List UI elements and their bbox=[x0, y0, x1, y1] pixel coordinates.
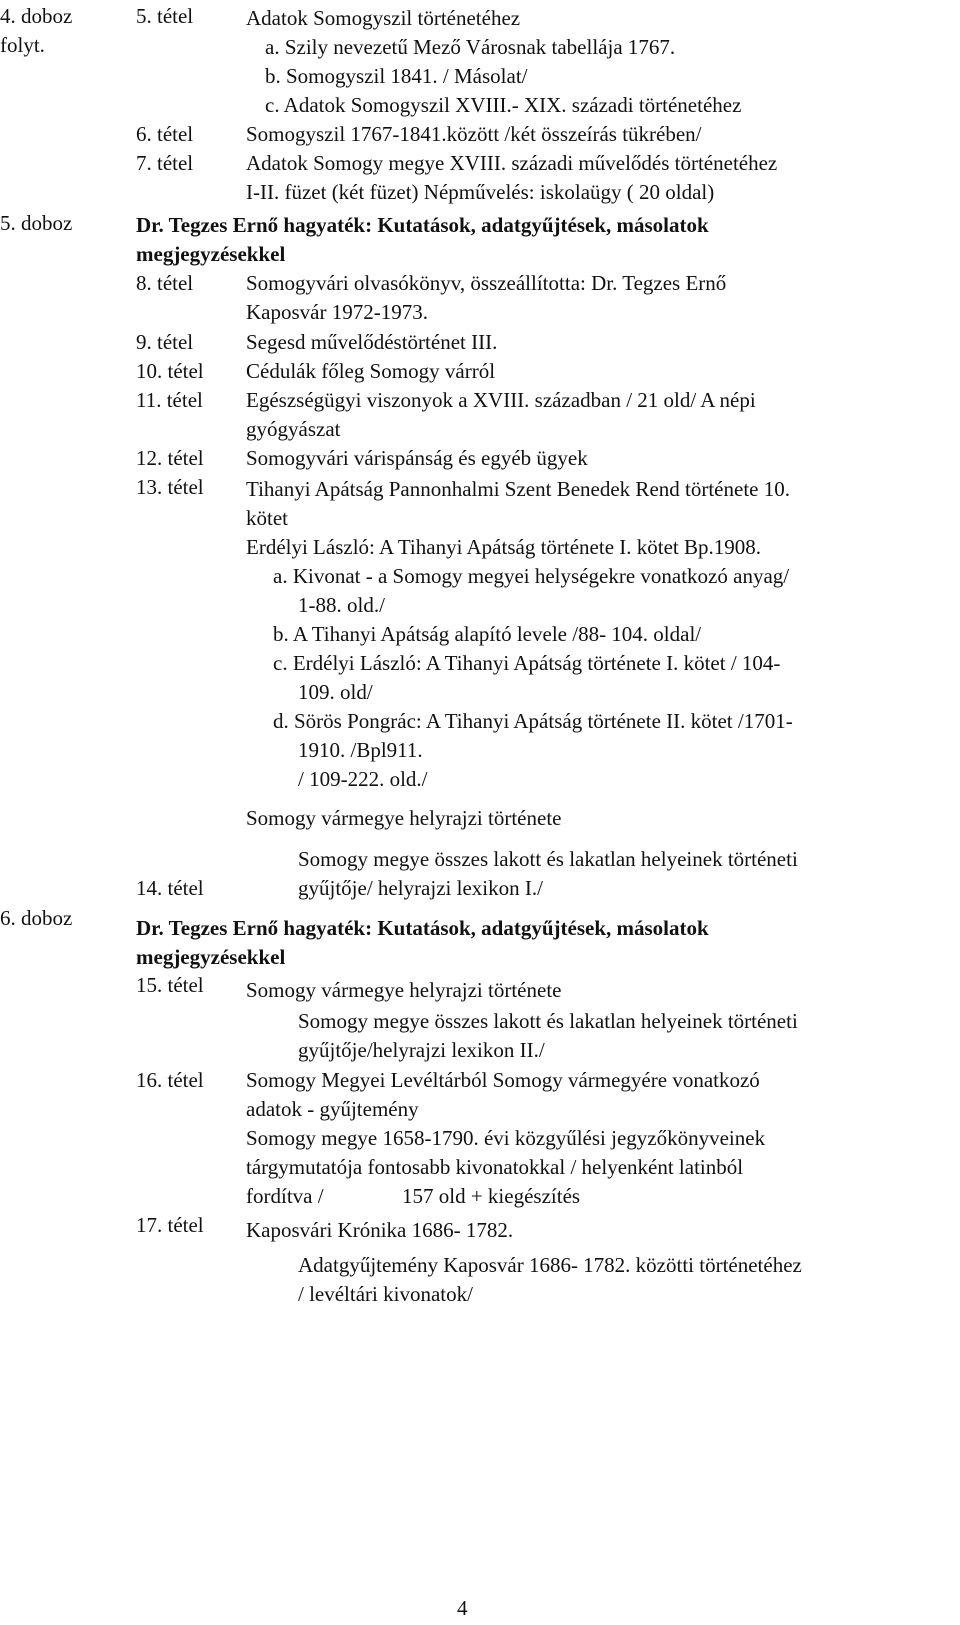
item-5-sub-a: a. Szily nevezetű Mező Városnak tabellája 1767. bbox=[265, 35, 676, 59]
item-title-5: Adatok Somogyszil történetéhez bbox=[246, 6, 521, 30]
item-15-line-2: Somogy megye összes lakott és lakatlan helyeinek történeti bbox=[298, 1009, 798, 1033]
item-17-line-2: Adatgyűjtemény Kaposvár 1686- 1782. közötti történetéhez bbox=[298, 1253, 802, 1277]
item-title-9: Segesd művelődéstörténet III. bbox=[246, 330, 498, 354]
item-7-line-2: I-II. füzet (két füzet) Népművelés: iskolaügy ( 20 oldal) bbox=[246, 180, 715, 204]
item-16-line-5: fordítva / bbox=[246, 1184, 324, 1208]
item-13-sub-c-cont: 109. old/ bbox=[298, 680, 373, 704]
item-title-15: Somogy vármegye helyrajzi története bbox=[246, 978, 562, 1002]
item-13-line-3: Erdélyi László: A Tihanyi Apátság története I. kötet Bp.1908. bbox=[246, 535, 762, 559]
item-title-13: Tihanyi Apátság Pannonhalmi Szent Benedek Rend története 10. bbox=[246, 477, 790, 501]
item-label-10: 10. tétel bbox=[136, 359, 204, 383]
page-number: 4 bbox=[457, 1596, 468, 1620]
item-label-16: 16. tétel bbox=[136, 1068, 204, 1092]
item-title-11: Egészségügyi viszonyok a XVIII. században / 21 old/ A népi bbox=[246, 388, 756, 412]
item-label-17: 17. tétel bbox=[136, 1213, 204, 1237]
item-14-line-3: gyűjtője/ helyrajzi lexikon I./ bbox=[298, 876, 543, 900]
item-16-line-2: adatok - gyűjtemény bbox=[246, 1097, 419, 1121]
item-title-10: Cédulák főleg Somogy várról bbox=[246, 359, 496, 383]
box-5-heading: Dr. Tegzes Ernő hagyaték: Kutatások, adatgyűjtések, másolatok bbox=[136, 213, 709, 237]
item-title-6: Somogyszil 1767-1841.között /két összeírás tükrében/ bbox=[246, 122, 702, 146]
item-title-14: Somogy vármegye helyrajzi története bbox=[246, 806, 562, 830]
item-title-17: Kaposvári Krónika 1686- 1782. bbox=[246, 1218, 514, 1242]
item-13-sub-b: b. A Tihanyi Apátság alapító levele /88- 104. oldal/ bbox=[273, 622, 702, 646]
item-16-page-count: 157 old + kiegészítés bbox=[402, 1184, 581, 1208]
item-8-line-2: Kaposvár 1972-1973. bbox=[246, 300, 428, 324]
item-15-line-3: gyűjtője/helyrajzi lexikon II./ bbox=[298, 1038, 545, 1062]
item-5-sub-c: c. Adatok Somogyszil XVIII.- XIX. századi történetéhez bbox=[265, 93, 742, 117]
item-label-15: 15. tétel bbox=[136, 973, 204, 997]
box-6-heading-cont: megjegyzésekkel bbox=[136, 945, 286, 969]
box-6-heading: Dr. Tegzes Ernő hagyaték: Kutatások, adatgyűjtések, másolatok bbox=[136, 916, 709, 940]
item-label-12: 12. tétel bbox=[136, 446, 204, 470]
item-16-line-4: tárgymutatója fontosabb kivonatokkal / helyenként latinból bbox=[246, 1155, 744, 1179]
item-label-7: 7. tétel bbox=[136, 151, 194, 175]
box-5-heading-cont: megjegyzésekkel bbox=[136, 242, 286, 266]
item-13-sub-a-cont: 1-88. old./ bbox=[298, 593, 385, 617]
box-label-6: 6. doboz bbox=[0, 906, 73, 930]
item-13-sub-d-cont-2: / 109-222. old./ bbox=[298, 767, 428, 791]
item-13-sub-a: a. Kivonat - a Somogy megyei helységekre vonatkozó anyag/ bbox=[273, 564, 790, 588]
item-11-line-2: gyógyászat bbox=[246, 417, 341, 441]
item-label-13: 13. tétel bbox=[136, 475, 204, 499]
box-label-5: 5. doboz bbox=[0, 211, 73, 235]
item-13-line-2: kötet bbox=[246, 506, 288, 530]
item-title-16: Somogy Megyei Levéltárból Somogy vármegyére vonatkozó bbox=[246, 1068, 760, 1092]
item-label-14: 14. tétel bbox=[136, 876, 204, 900]
item-16-line-3: Somogy megye 1658-1790. évi közgyűlési jegyzőkönyveinek bbox=[246, 1126, 766, 1150]
item-label-9: 9. tétel bbox=[136, 330, 194, 354]
item-label-11: 11. tétel bbox=[136, 388, 203, 412]
item-label-6: 6. tétel bbox=[136, 122, 194, 146]
item-13-sub-d-cont: 1910. /Bpl911. bbox=[298, 738, 423, 762]
item-label-8: 8. tétel bbox=[136, 271, 194, 295]
item-14-line-2: Somogy megye összes lakott és lakatlan helyeinek történeti bbox=[298, 847, 798, 871]
item-label-5: 5. tétel bbox=[136, 4, 194, 28]
box-label-4-continued: folyt. bbox=[0, 33, 45, 57]
item-13-sub-c: c. Erdélyi László: A Tihanyi Apátság története I. kötet / 104- bbox=[273, 651, 781, 675]
item-title-12: Somogyvári várispánság és egyéb ügyek bbox=[246, 446, 588, 470]
item-title-7: Adatok Somogy megye XVIII. századi művelődés történetéhez bbox=[246, 151, 778, 175]
item-5-sub-b: b. Somogyszil 1841. / Másolat/ bbox=[265, 64, 528, 88]
box-label-4: 4. doboz bbox=[0, 4, 73, 28]
item-title-8: Somogyvári olvasókönyv, összeállította: Dr. Tegzes Ernő bbox=[246, 271, 727, 295]
item-17-line-3: / levéltári kivonatok/ bbox=[298, 1282, 473, 1306]
item-13-sub-d: d. Sörös Pongrác: A Tihanyi Apátság története II. kötet /1701- bbox=[273, 709, 793, 733]
